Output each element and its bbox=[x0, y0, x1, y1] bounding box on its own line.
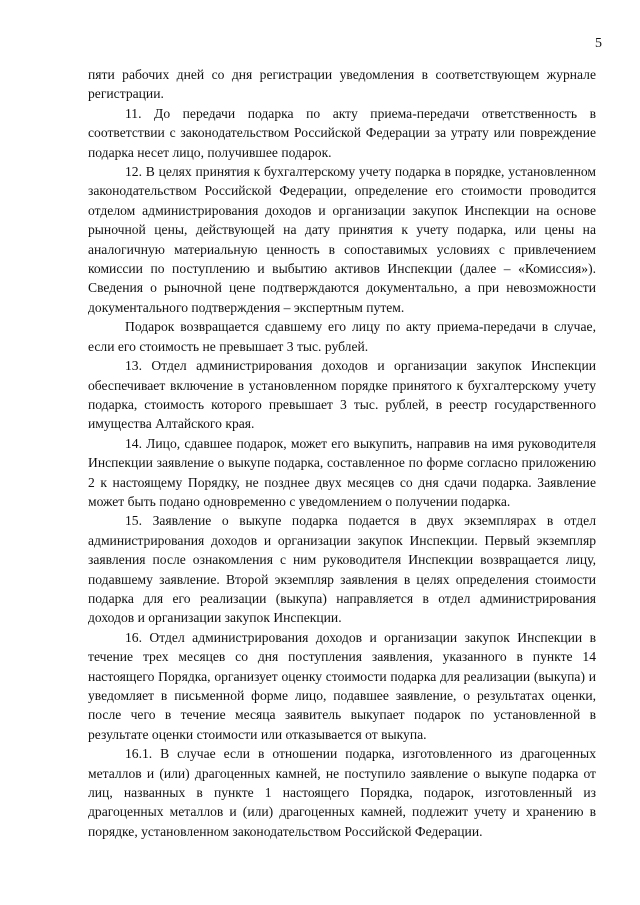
paragraph-item-13: 13. Отдел администрирования доходов и организации закупок Инспекции обеспечивает включение в установленном порядке принятого к бухгалтерскому учету подарка, стоимость которого превышает 3 тыс. рублей, в реестр государственного имущества Алтайского края. bbox=[88, 358, 596, 432]
paragraph-continuation: пяти рабочих дней со дня регистрации уведомления в соответствующем журнале регистрации. bbox=[88, 67, 596, 102]
paragraph-item-15: 15. Заявление о выкупе подарка подается в двух экземплярах в отдел администрирования доходов и организации закупок Инспекции. Первый экземпляр заявления после ознакомления с ним руководителя Инспекции возвращается лицу, подавшему заявление. Второй экземпляр заявления в целях определения стоимости подарка для его реализации (выкупа) направляется в отдел администрирования доходов и организации закупок Инспекции. bbox=[88, 513, 596, 626]
paragraph-gift-return: Подарок возвращается сдавшему его лицу по акту приема-передачи в случае, если его стоимость не превышает 3 тыс. рублей. bbox=[88, 319, 596, 354]
page-number: 5 bbox=[595, 36, 602, 51]
paragraph-item-14: 14. Лицо, сдавшее подарок, может его выкупить, направив на имя руководителя Инспекции заявление о выкупе подарка, составленное по форме согласно приложению 2 к настоящему Порядку, не позднее двух месяцев со дня сдачи подарка. Заявление может быть подано одновременно с уведомлением о получении подарка. bbox=[88, 435, 596, 509]
document-body bbox=[88, 65, 596, 841]
paragraph-item-11: 11. До передачи подарка по акту приема-передачи ответственность в соответствии с законодательством Российской Федерации за утрату или повреждение подарка несет лицо, получившее подарок. bbox=[88, 105, 596, 160]
paragraph-item-16: 16. Отдел администрирования доходов и организации закупок Инспекции в течение трех месяцев со дня поступления заявления, указанного в пункте 14 настоящего Порядка, организует оценку стоимости подарка для реализации (выкупа) и уведомляет в письменной форме лицо, подавшее заявление, о результатах оценки, после чего в течение месяца заявитель выкупает подарок по установленной в результате оценки стоимости или отказывается от выкупа. bbox=[88, 629, 596, 742]
paragraph-item-16-1: 16.1. В случае если в отношении подарка, изготовленного из драгоценных металлов и (или) драгоценных камней, не поступило заявление о выкупе подарка от лиц, названных в пункте 1 настоящего Порядка, подарок, изготовленный из драгоценных металлов и (или) драгоценных камней, подлежит учету и хранению в порядке, установленном законодательством Российской Федерации. bbox=[88, 746, 596, 839]
paragraph-item-12: 12. В целях принятия к бухгалтерскому учету подарка в порядке, установленном законодательством Российской Федерации, определение его стоимости проводится отделом администрирования доходов и организации закупок Инспекции на основе рыночной цены, действующей на дату принятия к учету подарка, или цены на аналогичную материальную ценность в сопоставимых условиях с привлечением комиссии по поступлению и выбытию активов Инспекции (далее – «Комиссия»). Сведения о рыночной цене подтверждаются документально, а при невозможности документального подтверждения – экспертным путем. bbox=[88, 164, 596, 315]
